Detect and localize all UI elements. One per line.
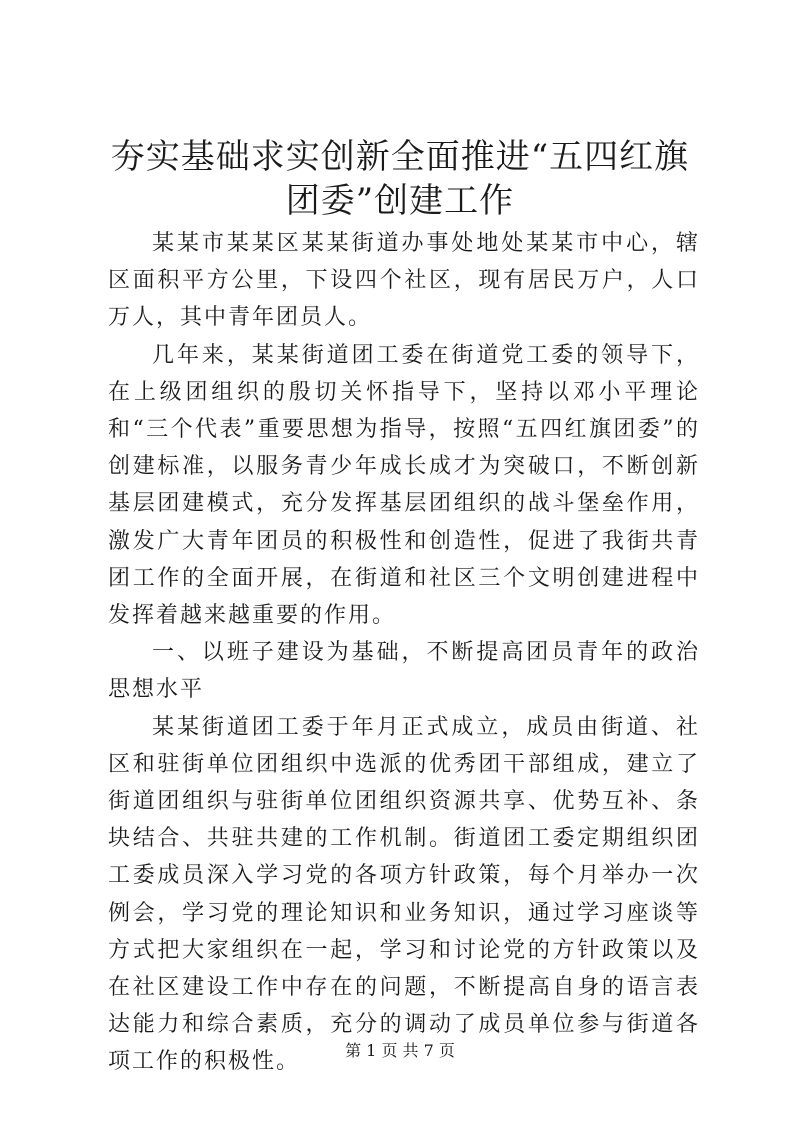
paragraph-section-one: 某某街道团工委于年月正式成立，成员由街道、社区和驻街单位团组织中选派的优秀团干部组成，建立了街道团组织与驻街单位团组织资源共享、优势互补、条块结合、共驻共建的工作机制。街道团工委定期组织团工委成员深入学习党的各项方针政策，每个月举办一次例会，学习党的理论知识和业务知识，通过学习座谈等方式把大家组织在一起，学习和讨论党的方针政策以及在社区建设工作中存在的问题，不断提高自身的语言表达能力和综合素质，充分的调动了成员单位参与街道各项工作的积极性。 xyxy=(108,714,700,1075)
section-heading: 一、以班子建设为基础，不断提高团员青年的政治思想水平 xyxy=(108,640,700,703)
page-footer: 第 1 页 共 7 页 xyxy=(345,1041,455,1060)
paragraph-overview: 几年来，某某街道团工委在街道党工委的领导下，在上级团组织的殷切关怀指导下，坚持以邓小平理论和“三个代表”重要思想为指导，按照“五四红旗团委”的创建标准，以服务青少年成长成才为突破口，不断创新基层团建模式，充分发挥基层团组织的战斗堡垒作用，激发广大青年团员的积极性和创造性，促进了我街共青团工作的全面开展，在街道和社区三个文明创建进程中发挥着越来越重要的作用。 xyxy=(108,342,700,629)
paragraph-intro: 某某市某某区某某街道办事处地处某某市中心，辖区面积平方公里，下设四个社区，现有居民万户，人口万人，其中青年团员人。 xyxy=(108,231,700,331)
document-title: 夯实基础求实创新全面推进“五四红旗团委”创建工作 xyxy=(110,137,690,221)
document-body xyxy=(108,225,700,1081)
